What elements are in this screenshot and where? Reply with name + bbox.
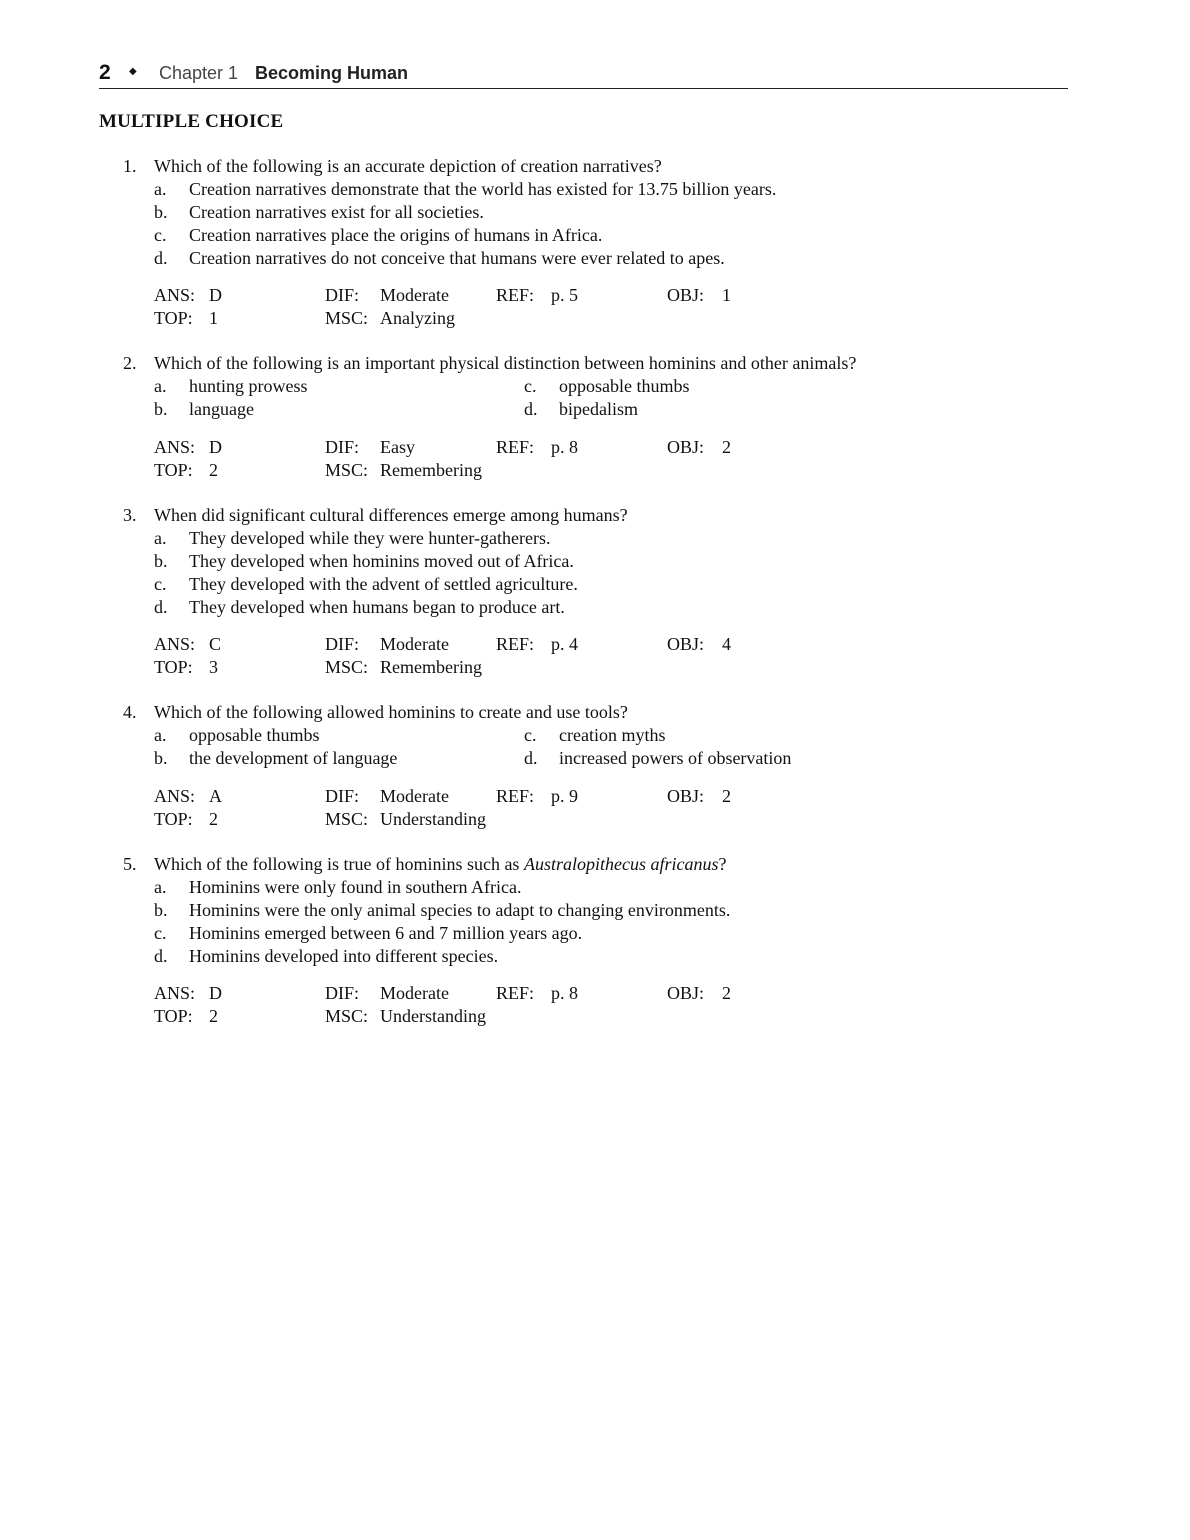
choice-text: They developed when humans began to produce art. [189, 597, 565, 617]
ans-label: ANS: [154, 437, 196, 457]
choice-text: Creation narratives place the origins of humans in Africa. [189, 225, 603, 245]
choice-text: the development of language [189, 748, 398, 768]
obj-label: OBJ: [667, 634, 705, 654]
dif-value: Moderate [380, 983, 449, 1003]
choice-label: c. [524, 376, 537, 396]
choice-label: b. [154, 748, 168, 768]
dif-value: Moderate [380, 285, 449, 305]
ans-value: A [209, 786, 222, 806]
page-number: 2 [99, 61, 111, 84]
msc-label: MSC: [325, 1006, 369, 1026]
choice-text: Creation narratives demonstrate that the world has existed for 13.75 billion years. [189, 179, 777, 199]
choice-label: c. [524, 725, 537, 745]
diamond-icon: ◆ [129, 66, 137, 77]
obj-label: OBJ: [667, 983, 705, 1003]
choice-label: c. [154, 225, 167, 245]
obj-label: OBJ: [667, 285, 705, 305]
choice-label: d. [154, 946, 168, 966]
msc-value: Understanding [380, 809, 486, 829]
choice-label: c. [154, 923, 167, 943]
ref-label: REF: [496, 983, 535, 1003]
msc-label: MSC: [325, 460, 369, 480]
ref-value: p. 5 [551, 285, 578, 305]
ref-label: REF: [496, 437, 535, 457]
msc-label: MSC: [325, 657, 369, 677]
ref-label: REF: [496, 634, 535, 654]
question-4 [0, 701, 1190, 877]
ans-value: D [209, 285, 222, 305]
chapter-title: Becoming Human [255, 63, 409, 83]
obj-value: 2 [722, 437, 731, 457]
question-number: 5. [123, 854, 137, 874]
ans-label: ANS: [154, 786, 196, 806]
choice-label: b. [154, 399, 168, 419]
dif-value: Easy [380, 437, 415, 457]
top-label: TOP: [154, 460, 193, 480]
choice-text: They developed with the advent of settled agriculture. [189, 574, 578, 594]
ref-value: p. 8 [551, 437, 578, 457]
top-label: TOP: [154, 308, 193, 328]
dif-label: DIF: [325, 634, 360, 654]
dif-label: DIF: [325, 437, 360, 457]
question-text: Which of the following is an accurate depiction of creation narratives? [154, 156, 662, 176]
choice-text: language [189, 399, 254, 419]
top-label: TOP: [154, 657, 193, 677]
ans-label: ANS: [154, 983, 196, 1003]
msc-label: MSC: [325, 809, 369, 829]
choice-text: bipedalism [559, 399, 638, 419]
obj-value: 2 [722, 786, 731, 806]
msc-value: Analyzing [380, 308, 455, 328]
choice-text: Hominins emerged between 6 and 7 million years ago. [189, 923, 583, 943]
choice-text: They developed while they were hunter-gatherers. [189, 528, 551, 548]
section-title: MULTIPLE CHOICE [99, 111, 284, 132]
choice-text: They developed when hominins moved out of Africa. [189, 551, 574, 571]
msc-value: Remembering [380, 657, 482, 677]
choice-text: Hominins developed into different species. [189, 946, 499, 966]
choice-label: a. [154, 376, 167, 396]
ref-value: p. 8 [551, 983, 578, 1003]
chapter-label: Chapter 1 [159, 63, 239, 83]
question-2 [0, 352, 1190, 528]
question-text: Which of the following is an important physical distinction between hominins and other animals? [154, 353, 857, 373]
choice-text: Creation narratives exist for all societies. [189, 202, 484, 222]
obj-value: 4 [722, 634, 731, 654]
ref-label: REF: [496, 285, 535, 305]
msc-label: MSC: [325, 308, 369, 328]
choice-label: b. [154, 202, 168, 222]
obj-value: 2 [722, 983, 731, 1003]
page-header [99, 60, 1068, 89]
top-value: 1 [209, 308, 218, 328]
obj-value: 1 [722, 285, 731, 305]
question-number: 1. [123, 156, 137, 176]
choice-label: a. [154, 179, 167, 199]
question-number: 4. [123, 702, 137, 722]
msc-value: Understanding [380, 1006, 486, 1026]
choice-text: Hominins were the only animal species to adapt to changing environments. [189, 900, 731, 920]
choice-label: b. [154, 551, 168, 571]
question-text: When did significant cultural differences emerge among humans? [154, 505, 628, 525]
choice-label: a. [154, 877, 167, 897]
ans-label: ANS: [154, 634, 196, 654]
choice-label: d. [154, 248, 168, 268]
answer-metadata [0, 968, 1190, 1074]
top-value: 3 [209, 657, 218, 677]
obj-label: OBJ: [667, 437, 705, 457]
choice-text: creation myths [559, 725, 666, 745]
obj-label: OBJ: [667, 786, 705, 806]
choice-label: d. [524, 748, 538, 768]
top-label: TOP: [154, 809, 193, 829]
question-3 [0, 504, 1190, 725]
species-name: Australopithecus africanus [523, 854, 719, 874]
choice-label: d. [154, 597, 168, 617]
top-value: 2 [209, 460, 218, 480]
choice-text: Creation narratives do not conceive that humans were ever related to apes. [189, 248, 725, 268]
question-text: Which of the following is true of hominins such as Australopithecus africanus? [154, 854, 727, 874]
dif-label: DIF: [325, 786, 360, 806]
choice-label: b. [154, 900, 168, 920]
top-value: 2 [209, 809, 218, 829]
choice-label: a. [154, 528, 167, 548]
ref-value: p. 4 [551, 634, 578, 654]
choice-label: c. [154, 574, 167, 594]
ans-value: D [209, 983, 222, 1003]
choice-text: hunting prowess [189, 376, 308, 396]
choice-label: a. [154, 725, 167, 745]
question-number: 3. [123, 505, 137, 525]
ref-label: REF: [496, 786, 535, 806]
dif-value: Moderate [380, 786, 449, 806]
ans-label: ANS: [154, 285, 196, 305]
question-text: Which of the following allowed hominins to create and use tools? [154, 702, 628, 722]
choice-text: opposable thumbs [559, 376, 690, 396]
choice-text: Hominins were only found in southern Africa. [189, 877, 522, 897]
question-1 [0, 155, 1190, 376]
choice-label: d. [524, 399, 538, 419]
dif-label: DIF: [325, 285, 360, 305]
dif-label: DIF: [325, 983, 360, 1003]
question-5 [0, 853, 1190, 1074]
choice-text: increased powers of observation [559, 748, 792, 768]
top-label: TOP: [154, 1006, 193, 1026]
choice-text: opposable thumbs [189, 725, 320, 745]
ref-value: p. 9 [551, 786, 578, 806]
question-number: 2. [123, 353, 137, 373]
top-value: 2 [209, 1006, 218, 1026]
dif-value: Moderate [380, 634, 449, 654]
ans-value: D [209, 437, 222, 457]
msc-value: Remembering [380, 460, 482, 480]
ans-value: C [209, 634, 222, 654]
